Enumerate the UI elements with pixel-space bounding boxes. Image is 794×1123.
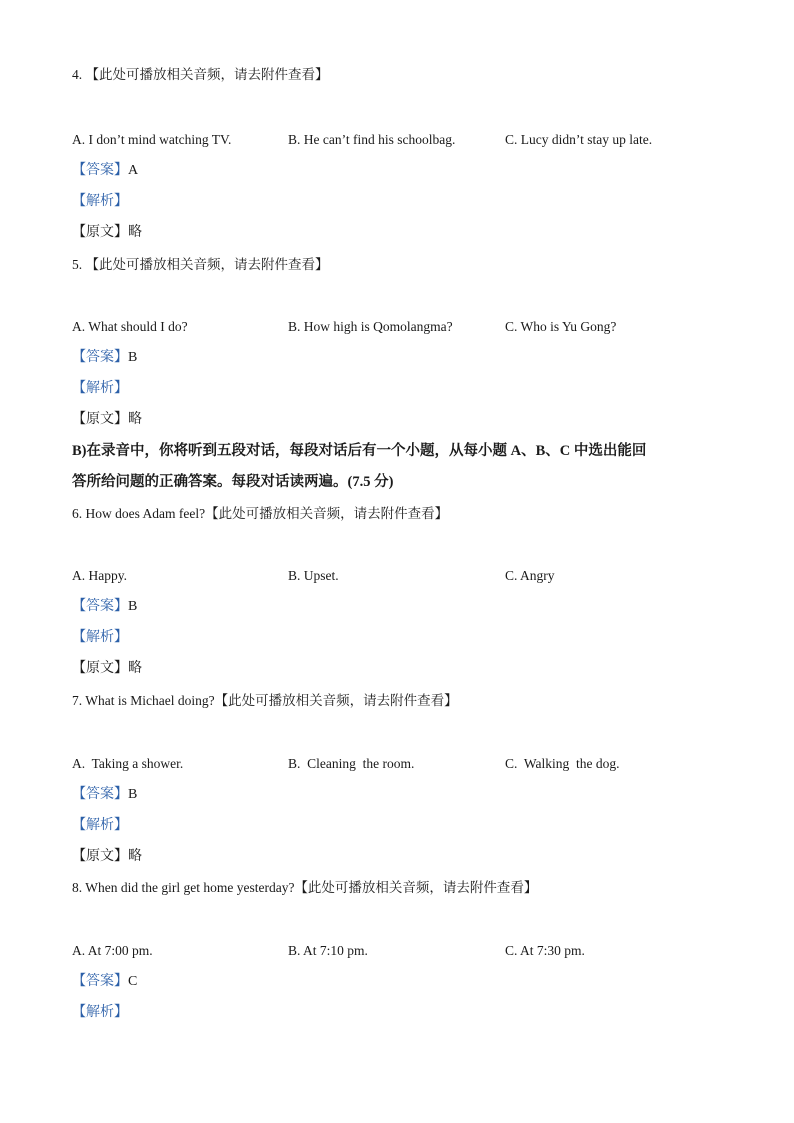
option-a: A. At 7:00 pm.	[72, 943, 153, 958]
answer-value: B	[128, 787, 138, 802]
answer-label: 【答案】	[72, 350, 128, 365]
section-b-instructions-line-1: B)在录音中，你将听到五段对话，每段对话后有一个小题，从每小题 A、B、C 中选出能回	[72, 443, 647, 459]
option-b: B. At 7:10 pm.	[288, 943, 368, 958]
original-value: 略	[128, 849, 142, 864]
question-7-options	[72, 755, 732, 773]
analysis-label: 【解析】	[72, 630, 128, 645]
option-c: C. Who is Yu Gong?	[505, 319, 617, 334]
analysis-label: 【解析】	[72, 1005, 128, 1020]
analysis-line	[72, 629, 128, 647]
question-8-options	[72, 942, 732, 960]
option-c: C. Walking the dog.	[505, 756, 620, 771]
answer-value: B	[128, 350, 138, 365]
original-label: 【原文】	[72, 225, 128, 240]
answer-label: 【答案】	[72, 974, 128, 989]
original-value: 略	[128, 661, 142, 676]
answer-line	[72, 786, 137, 804]
answer-value: A	[128, 163, 139, 178]
question-4-options	[72, 131, 732, 149]
analysis-label: 【解析】	[72, 381, 128, 396]
question-6-stem: 6. How does Adam feel?【此处可播放相关音频，请去附件查看】	[72, 506, 449, 521]
original-line	[72, 660, 142, 678]
option-a: A. Happy.	[72, 568, 127, 583]
original-line	[72, 411, 142, 429]
option-b: B. Upset.	[288, 568, 339, 583]
option-b: B. Cleaning the room.	[288, 756, 415, 771]
option-c: C. At 7:30 pm.	[505, 943, 585, 958]
answer-value: C	[128, 974, 138, 989]
original-label: 【原文】	[72, 849, 128, 864]
question-8-stem: 8. When did the girl get home yesterday?【此处可播放相关音频，请去附件查看】	[72, 880, 538, 895]
option-a: A. I don’t mind watching TV.	[72, 132, 232, 147]
option-b: B. How high is Qomolangma?	[288, 319, 453, 334]
original-value: 略	[128, 412, 142, 427]
question-4-stem: 4. 【此处可播放相关音频，请去附件查看】	[72, 67, 329, 82]
question-5-stem: 5. 【此处可播放相关音频，请去附件查看】	[72, 257, 329, 272]
answer-line	[72, 162, 138, 180]
answer-line	[72, 973, 137, 991]
answer-label: 【答案】	[72, 163, 128, 178]
original-line	[72, 224, 142, 242]
question-6-options	[72, 567, 732, 585]
question-7-stem: 7. What is Michael doing?【此处可播放相关音频，请去附件查看】	[72, 693, 458, 708]
analysis-line	[72, 193, 128, 211]
analysis-label: 【解析】	[72, 194, 128, 209]
answer-line	[72, 598, 137, 616]
answer-label: 【答案】	[72, 787, 128, 802]
original-label: 【原文】	[72, 661, 128, 676]
original-value: 略	[128, 225, 142, 240]
section-b-instructions-line-2: 答所给问题的正确答案。每段对话读两遍。(7.5 分)	[72, 474, 394, 490]
analysis-line	[72, 817, 128, 835]
question-5-options	[72, 318, 732, 336]
option-b: B. He can’t find his schoolbag.	[288, 132, 456, 147]
option-c: C. Lucy didn’t stay up late.	[505, 132, 653, 147]
answer-line	[72, 349, 137, 367]
original-label: 【原文】	[72, 412, 128, 427]
analysis-line	[72, 1004, 128, 1022]
option-a: A. What should I do?	[72, 319, 188, 334]
answer-value: B	[128, 599, 138, 614]
analysis-line	[72, 380, 128, 398]
analysis-label: 【解析】	[72, 818, 128, 833]
option-c: C. Angry	[505, 568, 555, 583]
answer-label: 【答案】	[72, 599, 128, 614]
option-a: A. Taking a shower.	[72, 756, 184, 771]
original-line	[72, 848, 142, 866]
